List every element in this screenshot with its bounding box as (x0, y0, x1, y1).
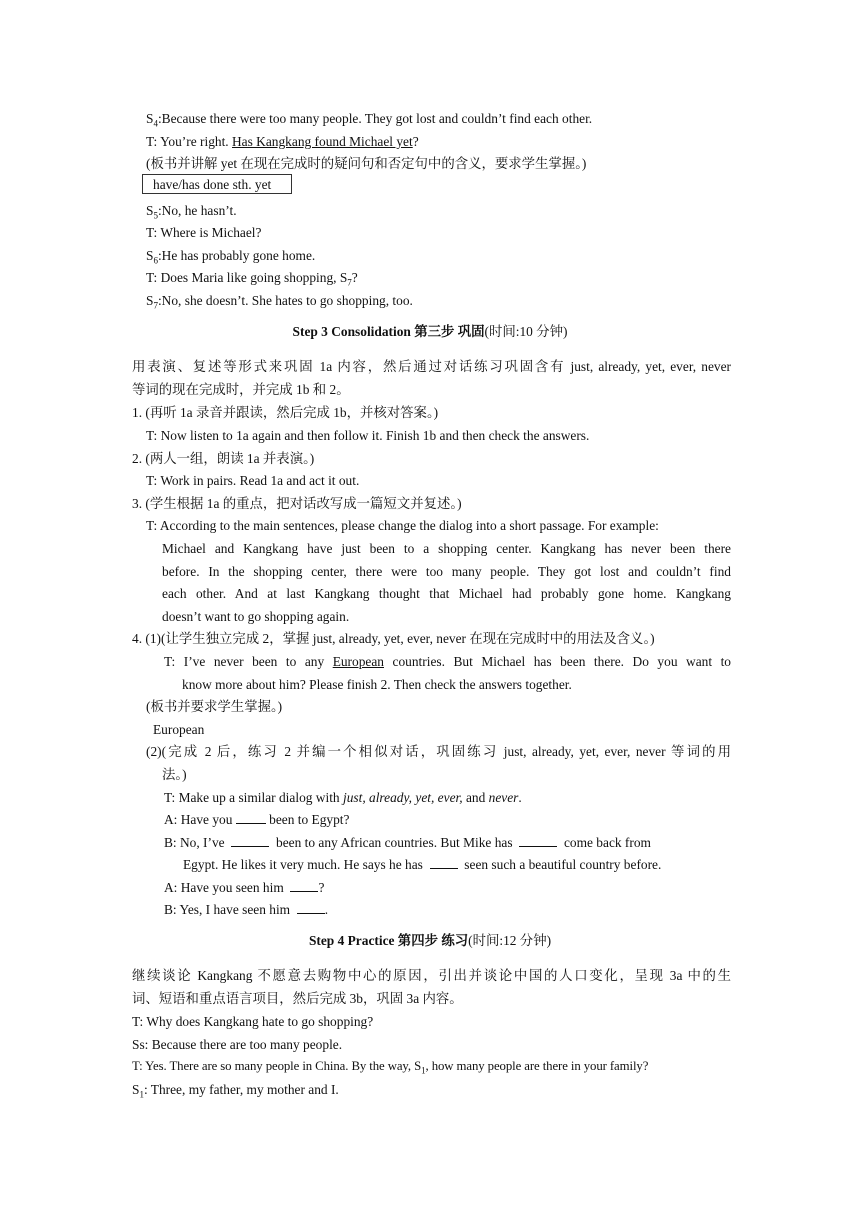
step3-item3-teacher-line5: doesn’t want to go shopping again. (162, 609, 350, 624)
answer-blank[interactable] (519, 834, 557, 847)
dialog-line-t1: T: You’re right. Has Kangkang found Michael yet? (146, 134, 419, 149)
dialog-a1: A: Have you been to Egypt? (164, 812, 350, 827)
step3-intro-line1: 用表演、复述等形式来巩固 1a 内容，然后通过对话练习巩固含有 just, already, yet, ever, never (132, 359, 731, 374)
dialog-line-s7: $S_7:No$, she doesn’t. She hates to go shopping, too. (146, 293, 413, 311)
dialog-a2: A: Have you seen him ? (164, 880, 325, 895)
dialog-line-s5: $S_5:No$, he hasn’t. (146, 203, 237, 221)
step4-s1: $S_1$: Three, my father, my mother and I. (132, 1082, 339, 1100)
step4-t1: T: Why does Kangkang hate to go shopping? (132, 1014, 374, 1029)
answer-blank[interactable] (236, 811, 266, 824)
dialog-line-s6: $S_6:He$ has probably gone home. (146, 248, 316, 266)
dialog-b1-line2: Egypt. He likes it very much. He says he has seen such a beautiful country before. (183, 857, 662, 872)
answer-blank[interactable] (231, 834, 269, 847)
step4-intro-line1: 继续谈论 Kangkang 不愿意去购物中心的原因，引出并谈论中国的人口变化，呈现 3a 中的生 (132, 968, 731, 983)
step3-item3-teacher-line2: Michael and Kangkang have just been to a shopping center. Kangkang has never been there (162, 541, 731, 556)
step3-item4-teacher-line2: know more about him? Please finish 2. Then check the answers together. (182, 677, 572, 692)
step3-item4-1: 4. (1)(让学生独立完成 2，掌握 just, already, yet, ever, never 在现在完成时中的用法及含义。) (132, 631, 655, 646)
answer-blank[interactable] (297, 901, 325, 914)
step4-heading: Step 4 Practice 第四步 练习(时间:12 分钟) (308, 933, 552, 948)
step3-item4-2-line1: (2)(完成 2 后，练习 2 并编一个相似对话，巩固练习 just, already, yet, ever, never 等词的用 (146, 744, 731, 759)
step3-item3: 3. (学生根据 1a 的重点，把对话改写成一篇短文并复述。) (132, 496, 462, 511)
answer-blank[interactable] (430, 856, 458, 869)
board-word: European (153, 722, 205, 737)
dialog-line-s4: $S_4:Because$ there were too many people. They got lost and couldn’t find each other. (146, 111, 593, 129)
step3-item3-teacher-line4: each other. And at last Kangkang thought that Michael had probably gone home. Kangkang (162, 586, 731, 601)
step3-heading: Step 3 Consolidation 第三步 巩固(时间:10 分钟) (292, 324, 568, 339)
step4-intro-line2: 词、短语和重点语言项目，然后完成 3b，巩固 3a 内容。 (132, 991, 463, 1006)
step4-ss1: Ss: Because there are too many people. (132, 1037, 343, 1052)
teaching-note: (板书并讲解 yet 在现在完成时的疑问句和否定句中的含义，要求学生掌握。) (146, 156, 587, 171)
step4-t2: T: Yes. There are so many people in China. By the way, $S_1$, how many people are there in your family? (132, 1059, 649, 1076)
board-note: (板书并要求学生掌握。) (146, 699, 283, 714)
step3-item1-teacher: T: Now listen to 1a again and then follow it. Finish 1b and then check the answers. (146, 428, 590, 443)
board-box: have/has done sth. yet (142, 174, 292, 194)
step3-item2-teacher: T: Work in pairs. Read 1a and act it out. (146, 473, 360, 488)
dialog-instruction: T: Make up a similar dialog with just, already, yet, ever, and never. (164, 790, 522, 805)
dialog-line-t3: T: Does Maria like going shopping, $S_7$? (146, 270, 358, 288)
step3-item4-2-line2: 法。) (162, 767, 187, 782)
answer-blank[interactable] (290, 879, 318, 892)
dialog-b2: B: Yes, I have seen him . (164, 902, 329, 917)
step3-item3-teacher-line3: before. In the shopping center, there were too many people. They got lost and couldn’t find (162, 564, 731, 579)
step3-item4-teacher-line1: T: I’ve never been to any European countries. But Michael has been there. Do you want to (164, 654, 731, 669)
dialog-line-t2: T: Where is Michael? (146, 225, 262, 240)
step3-item3-teacher-line1: T: According to the main sentences, please change the dialog into a short passage. For example: (146, 518, 659, 533)
step3-intro-line2: 等词的现在完成时，并完成 1b 和 2。 (132, 382, 350, 397)
dialog-b1: B: No, I’ve been to any African countries. But Mike has come back from (164, 835, 651, 850)
step3-item2: 2. (两人一组，朗读 1a 并表演。) (132, 451, 315, 466)
step3-item1: 1. (再听 1a 录音并跟读，然后完成 1b，并核对答案。) (132, 405, 439, 420)
